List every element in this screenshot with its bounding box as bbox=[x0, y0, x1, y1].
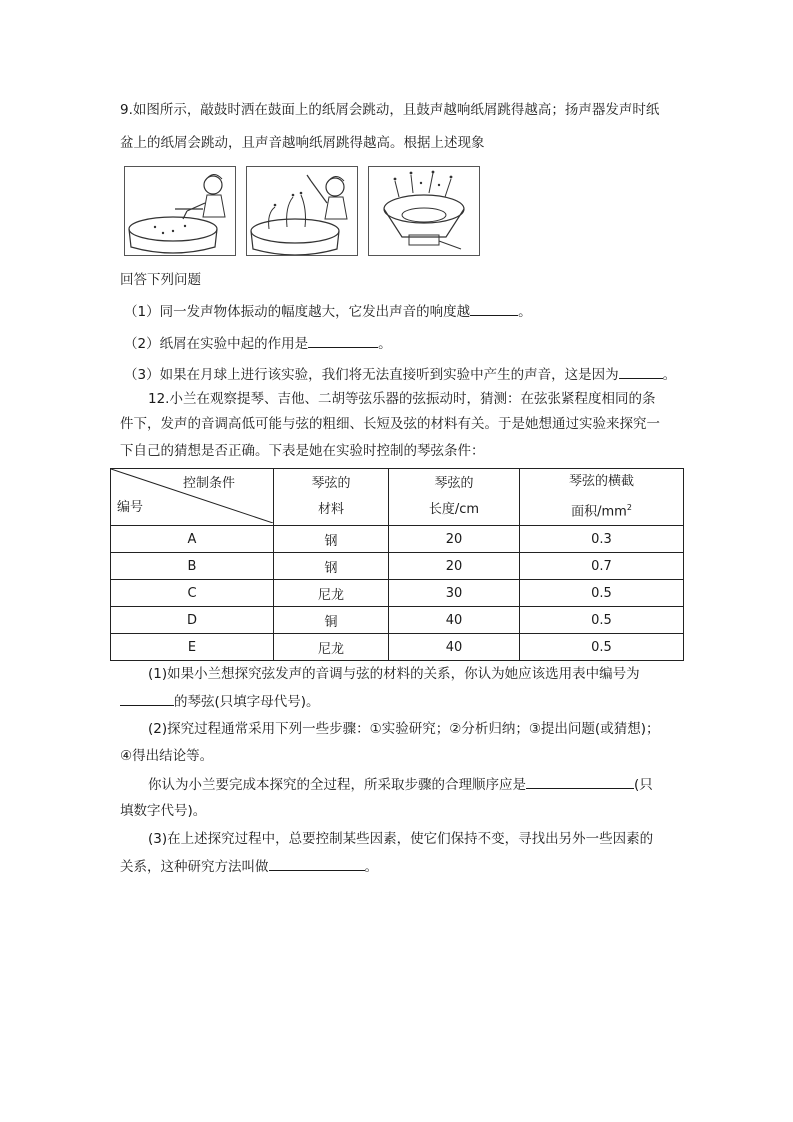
table-row bbox=[111, 607, 684, 634]
q9-sub-3-text: （3）如果在月球上进行该实验，我们将无法直接听到实验中产生的声音，这是因为 bbox=[124, 367, 619, 383]
table-header-row bbox=[111, 469, 684, 526]
string-conditions-table bbox=[110, 468, 684, 661]
cell-id: D bbox=[111, 607, 274, 634]
header-area-line-2: 面积/mm bbox=[571, 504, 627, 520]
q9-sub-3 bbox=[124, 364, 676, 385]
q12-part-4-line-1: (3)在上述探究过程中，总要控制某些因素，使它们保持不变，寻找出另外一些因素的 bbox=[148, 831, 654, 847]
cell-material: 铜 bbox=[274, 607, 389, 634]
speaker-figure-drawing bbox=[369, 167, 479, 255]
cell-length: 20 bbox=[389, 553, 520, 580]
header-material-line-1: 琴弦的 bbox=[311, 476, 351, 492]
answer-blank[interactable] bbox=[269, 856, 365, 871]
header-control-conditions: 控制条件 bbox=[182, 476, 235, 491]
q9-prompt: 回答下列问题 bbox=[120, 272, 201, 288]
table-row bbox=[111, 634, 684, 661]
cell-length: 20 bbox=[389, 526, 520, 553]
q12-part-4-end: 。 bbox=[364, 859, 378, 875]
q12-line-1: 12.小兰在观察提琴、吉他、二胡等弦乐器的弦振动时，猜测：在弦张紧程度相同的条 bbox=[148, 391, 656, 407]
cell-area: 0.5 bbox=[520, 634, 684, 661]
q12-line-2: 件下，发声的音调高低可能与弦的粗细、长短及弦的材料有关。于是她想通过实验来探究一 bbox=[120, 416, 660, 432]
answer-blank[interactable] bbox=[120, 691, 174, 706]
cell-material: 钢 bbox=[274, 526, 389, 553]
cell-material: 钢 bbox=[274, 553, 389, 580]
q9-sub-1-text: （1）同一发声物体振动的幅度越大，它发出声音的响度越 bbox=[124, 304, 471, 320]
q9-line-1: 9.如图所示，敲鼓时洒在鼓面上的纸屑会跳动，且鼓声越响纸屑跳得越高；扬声器发声时纸 bbox=[120, 102, 660, 118]
header-area bbox=[520, 469, 684, 526]
header-material bbox=[274, 469, 389, 526]
table-row bbox=[111, 580, 684, 607]
cell-id: E bbox=[111, 634, 274, 661]
q12-part-1-end: 的琴弦(只填字母代号)。 bbox=[174, 694, 320, 710]
answer-blank[interactable] bbox=[526, 774, 634, 789]
drum-figure-1-drawing bbox=[125, 167, 235, 255]
answer-blank[interactable] bbox=[308, 333, 378, 348]
cell-area: 0.3 bbox=[520, 526, 684, 553]
q9-sub-3-end: 。 bbox=[662, 367, 677, 383]
table-corner-cell bbox=[111, 469, 274, 526]
q12-part-2-line-2: ④得出结论等。 bbox=[120, 748, 214, 764]
cell-length: 30 bbox=[389, 580, 520, 607]
cell-material: 尼龙 bbox=[274, 634, 389, 661]
q12-part-3-end: (只 bbox=[634, 777, 653, 793]
q9-sub-1 bbox=[124, 301, 532, 322]
q12-line-3: 下自己的猜想是否正确。下表是她在实验时控制的琴弦条件： bbox=[120, 443, 485, 459]
q9-figures bbox=[124, 166, 484, 258]
q9-line-2: 盆上的纸屑会跳动，且声音越响纸屑跳得越高。根据上述现象 bbox=[120, 135, 485, 151]
cell-length: 40 bbox=[389, 607, 520, 634]
q12-part-2-line-1: (2)探究过程通常采用下列一些步骤：①实验研究；②分析归纳；③提出问题(或猜想)； bbox=[148, 721, 660, 737]
header-area-superscript: 2 bbox=[626, 503, 632, 512]
cell-material: 尼龙 bbox=[274, 580, 389, 607]
drum-figure-2-drawing bbox=[247, 167, 357, 255]
q12-part-1-line-2 bbox=[120, 691, 320, 712]
cell-length: 40 bbox=[389, 634, 520, 661]
drum-figure-2 bbox=[246, 166, 358, 256]
header-length-line-2: 长度/cm bbox=[428, 502, 480, 518]
cell-id: C bbox=[111, 580, 274, 607]
q12-part-4-text: 关系，这种研究方法叫做 bbox=[120, 859, 269, 875]
q9-sub-1-end: 。 bbox=[518, 304, 532, 320]
cell-area: 0.5 bbox=[520, 580, 684, 607]
answer-blank[interactable] bbox=[619, 364, 663, 379]
q12-part-3-text: 你认为小兰要完成本探究的全过程，所采取步骤的合理顺序应是 bbox=[148, 777, 526, 793]
q9-sub-2-end: 。 bbox=[378, 336, 392, 352]
q12-part-3-line-2: 填数字代号)。 bbox=[120, 803, 207, 819]
q12-part-1-line-1: (1)如果小兰想探究弦发声的音调与弦的材料的关系，你认为她应该选用表中编号为 bbox=[148, 666, 640, 682]
q12-part-3-line-1 bbox=[148, 774, 653, 795]
table-row bbox=[111, 553, 684, 580]
header-area-line-1: 琴弦的横截 bbox=[568, 474, 634, 489]
header-length bbox=[389, 469, 520, 526]
q9-sub-2 bbox=[124, 333, 392, 354]
cell-id: A bbox=[111, 526, 274, 553]
q12-part-4-line-2 bbox=[120, 856, 378, 877]
answer-blank[interactable] bbox=[470, 301, 518, 316]
speaker-figure bbox=[368, 166, 480, 256]
drum-figure-1 bbox=[124, 166, 236, 256]
header-material-line-2: 材料 bbox=[317, 502, 344, 518]
header-length-line-1: 琴弦的 bbox=[434, 476, 474, 492]
cell-area: 0.5 bbox=[520, 607, 684, 634]
cell-area: 0.7 bbox=[520, 553, 684, 580]
q9-sub-2-text: （2）纸屑在实验中起的作用是 bbox=[124, 336, 309, 352]
table-row bbox=[111, 526, 684, 553]
header-id: 编号 bbox=[117, 500, 144, 516]
cell-id: B bbox=[111, 553, 274, 580]
